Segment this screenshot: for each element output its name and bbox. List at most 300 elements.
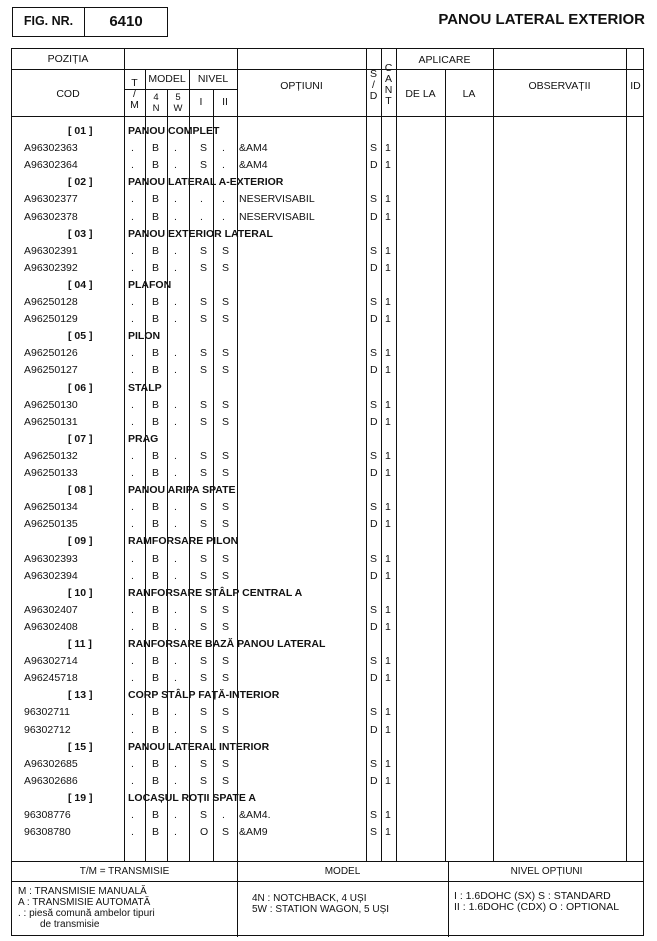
cell-nivel-ii: S [222,826,230,839]
aplicare-line [396,69,498,70]
section-index: [ 04 ] [68,278,93,291]
cell-nivel-ii: . [222,210,225,223]
cell-model-4n: B [152,569,160,582]
cell-cant: 1 [385,347,391,360]
section-header [12,789,643,806]
table-row [12,208,643,225]
section-header [12,635,643,652]
cell-nivel-i: S [200,655,208,668]
cell-nivel-i: S [200,518,208,531]
cell-model-4n: B [152,501,160,514]
cell-tm: . [131,501,134,514]
part-code: A96302714 [24,655,78,668]
part-code: A96250134 [24,501,78,514]
part-code: A96302377 [24,193,78,206]
cell-nivel-ii: S [222,655,230,668]
cell-model-4n: B [152,296,160,308]
table-row [12,721,643,738]
cell-nivel-i: S [200,723,208,736]
part-code: A96250129 [24,313,78,326]
part-code: A96250126 [24,347,78,360]
cell-tm: . [131,809,134,821]
cell-optiuni: &AM4. [239,809,271,821]
cell-tm: . [131,620,134,633]
col-observatii: OBSERVAȚII [528,80,591,92]
section-title: RANFORSARE STÂLP CENTRAL A [128,586,303,599]
part-code: A96302378 [24,210,78,223]
section-index: [ 09 ] [68,535,93,548]
cell-sd: S [370,347,378,360]
cell-tm: . [131,398,134,411]
cell-nivel-i: S [200,809,208,821]
section-title: RANFORSARE BAZĂ PANOU LATERAL [128,638,326,650]
part-code: A96250128 [24,296,78,308]
cell-model-4n: B [152,142,160,155]
cell-nivel-i: S [200,296,208,308]
cell-model-4n: B [152,774,160,787]
col-nivel-i: I [199,96,203,108]
section-index: [ 15 ] [68,740,93,753]
cell-model-4n: B [152,552,160,565]
cell-tm: . [131,159,134,172]
cell-model-5w: . [174,159,177,172]
section-title: PANOU LATERAL A-EXTERIOR [128,176,284,189]
section-header [12,327,643,344]
cell-nivel-ii: S [222,723,230,736]
cell-nivel-ii: S [222,449,230,462]
cell-nivel-ii: S [222,757,230,770]
section-title: PLAFON [128,278,172,291]
cell-cant: 1 [385,364,391,377]
cell-model-4n: B [152,449,160,462]
cell-nivel-i: S [200,603,208,616]
cell-sd: S [370,655,378,668]
legend-nivel-title: NIVEL OPȚIUNI [510,866,583,877]
cell-model-5w: . [174,364,177,377]
cell-cant: 1 [385,518,391,531]
cell-nivel-i: S [200,244,208,257]
cell-sd: S [370,449,378,462]
cell-cant: 1 [385,467,391,479]
cell-optiuni: NESERVISABIL [239,193,315,206]
cell-sd: D [370,620,378,633]
cell-model-5w: . [174,603,177,616]
cell-cant: 1 [385,398,391,411]
cell-nivel-ii: S [222,415,230,428]
cell-sd: S [370,603,378,616]
cell-cant: 1 [385,210,391,223]
cell-model-5w: . [174,398,177,411]
cell-sd: S [370,757,378,770]
cell-model-4n: B [152,706,160,719]
section-title: PRAG [128,432,159,445]
cell-model-5w: . [174,655,177,668]
cell-cant: 1 [385,296,391,308]
col-nivel: NIVEL [197,73,229,85]
cell-model-5w: . [174,501,177,514]
cell-model-5w: . [174,449,177,462]
cell-model-5w: . [174,706,177,719]
cell-sd: S [370,826,378,839]
part-code: 96308780 [24,826,71,839]
cell-tm: . [131,261,134,274]
table-row [12,259,643,276]
cell-model-4n: B [152,518,160,531]
cell-tm: . [131,757,134,770]
cell-nivel-ii: S [222,672,230,685]
cell-nivel-i: O [200,826,209,839]
col-aplicare: APLICARE [418,54,471,66]
cell-nivel-i: S [200,261,208,274]
table-row [12,139,643,156]
cell-nivel-ii: S [222,296,230,308]
cell-sd: D [370,261,378,274]
table-row [12,703,643,720]
table-row [12,498,643,515]
table-row [12,550,643,567]
cell-sd: S [370,501,378,514]
cell-cant: 1 [385,655,391,668]
cell-cant: 1 [385,723,391,736]
cell-model-4n: B [152,809,160,821]
section-index: [ 05 ] [68,330,93,343]
cell-nivel-i: S [200,467,208,479]
cell-model-4n: B [152,313,160,326]
cell-sd: D [370,569,378,582]
cell-nivel-i: S [200,501,208,514]
section-title: CORP STÂLP FAȚĂ-INTERIOR [128,689,280,702]
cell-model-4n: B [152,159,160,172]
cell-sd: D [370,159,378,172]
table-row [12,618,643,635]
section-title: PANOU ARIPA SPATE [128,484,236,497]
section-title: RAMFORSARE PILON [128,535,239,548]
table-row [12,344,643,361]
cell-model-4n: B [152,244,160,257]
col-la: LA [462,88,476,100]
section-index: [ 13 ] [68,689,93,702]
part-code: A96302686 [24,774,78,787]
cell-model-5w: . [174,518,177,531]
cell-cant: 1 [385,244,391,257]
cell-sd: D [370,774,378,787]
section-header [12,225,643,242]
cell-tm: . [131,449,134,462]
section-header [12,379,643,396]
figure-label: FIG. NR. [13,8,85,36]
footer-top-line [12,861,643,862]
table-row [12,242,643,259]
cell-cant: 1 [385,809,391,821]
cell-nivel-i: S [200,672,208,685]
cell-tm: . [131,142,134,155]
cell-optiuni: &AM9 [239,826,268,839]
cell-model-5w: . [174,313,177,326]
cell-nivel-i: . [200,193,203,206]
table-row [12,601,643,618]
cell-tm: . [131,552,134,565]
cell-nivel-ii: S [222,244,230,257]
cell-nivel-ii: S [222,261,230,274]
cell-nivel-ii: S [222,347,230,360]
col-model: MODEL [148,73,186,85]
cell-nivel-ii: . [222,809,225,821]
cell-cant: 1 [385,826,391,839]
table-row [12,293,643,310]
cell-nivel-i: S [200,706,208,719]
cell-model-5w: . [174,809,177,821]
table-row [12,464,643,481]
col-sd: S / D [369,68,378,102]
table-row [12,156,643,173]
cell-sd: S [370,809,378,821]
cell-nivel-i: S [200,313,208,326]
cell-nivel-i: S [200,449,208,462]
cell-nivel-i: S [200,620,208,633]
part-code: A96250132 [24,449,78,462]
section-index: [ 10 ] [68,586,93,599]
cell-nivel-i: S [200,398,208,411]
col-id: ID [630,80,641,92]
cell-sd: S [370,706,378,719]
part-code: 96302712 [24,723,71,736]
cell-model-5w: . [174,757,177,770]
section-index: [ 07 ] [68,432,93,445]
cell-sd: D [370,672,378,685]
cell-cant: 1 [385,415,391,428]
cell-nivel-ii: . [222,142,225,155]
parts-table [11,48,644,936]
header-line-1 [12,69,643,70]
legend-tm-title: T/M = TRANSMISIE [79,866,170,877]
section-title: STALP [128,381,162,394]
cell-model-4n: B [152,261,160,274]
col-tm: T / M [130,77,139,111]
section-index: [ 06 ] [68,381,93,394]
section-index: [ 02 ] [68,176,93,189]
cell-nivel-ii: S [222,569,230,582]
cell-nivel-i: S [200,757,208,770]
cell-nivel-ii: S [222,398,230,411]
cell-optiuni: &AM4 [239,159,268,172]
col-nivel-ii: II [222,96,228,108]
cell-nivel-ii: S [222,501,230,514]
table-row [12,755,643,772]
cell-tm: . [131,313,134,326]
cell-cant: 1 [385,313,391,326]
cell-cant: 1 [385,706,391,719]
cell-sd: D [370,467,378,479]
cell-tm: . [131,415,134,428]
section-header [12,584,643,601]
legend-model-lines: 4N : NOTCHBACK, 4 UȘI 5W : STATION WAGON, 5 UȘI [252,893,390,915]
table-row [12,310,643,327]
cell-model-5w: . [174,142,177,155]
cell-nivel-i: S [200,159,208,172]
cell-nivel-ii: S [222,603,230,616]
cell-model-4n: B [152,672,160,685]
cell-nivel-i: S [200,774,208,787]
cell-cant: 1 [385,757,391,770]
cell-model-5w: . [174,467,177,479]
cell-nivel-ii: S [222,774,230,787]
cell-model-4n: B [152,603,160,616]
section-header [12,532,643,549]
cell-sd: S [370,244,378,257]
cell-model-5w: . [174,347,177,360]
cell-model-5w: . [174,672,177,685]
part-code: A96250130 [24,398,78,411]
cell-nivel-ii: . [222,159,225,172]
table-row [12,669,643,686]
cell-cant: 1 [385,449,391,462]
table-row [12,396,643,413]
cell-nivel-ii: S [222,467,230,479]
table-row [12,190,643,207]
cell-cant: 1 [385,603,391,616]
cell-tm: . [131,774,134,787]
col-cant: C A N T [384,62,393,107]
section-header [12,738,643,755]
cell-cant: 1 [385,159,391,172]
cell-model-4n: B [152,364,160,377]
section-title: LOCAȘUL ROȚII SPATE A [128,791,256,804]
cell-optiuni: NESERVISABIL [239,210,315,223]
cell-cant: 1 [385,501,391,514]
cell-nivel-i: S [200,347,208,360]
cell-nivel-ii: S [222,364,230,377]
cell-model-4n: B [152,415,160,428]
cell-nivel-i: S [200,142,208,155]
section-title: PANOU EXTERIOR LATERAL [128,227,273,240]
section-header [12,276,643,293]
part-code: A96302363 [24,142,78,155]
cell-cant: 1 [385,193,391,206]
cell-model-4n: B [152,620,160,633]
cell-sd: S [370,142,378,155]
cell-model-4n: B [152,757,160,770]
cell-model-5w: . [174,620,177,633]
cell-model-5w: . [174,826,177,839]
cell-model-4n: B [152,826,160,839]
section-title: PANOU LATERAL INTERIOR [128,740,270,753]
cell-tm: . [131,364,134,377]
part-code: A96245718 [24,672,78,685]
cell-model-5w: . [174,569,177,582]
cell-tm: . [131,244,134,257]
cell-tm: . [131,603,134,616]
table-row [12,361,643,378]
section-index: [ 19 ] [68,791,93,804]
cell-model-4n: B [152,210,160,223]
cell-tm: . [131,569,134,582]
cell-nivel-i: S [200,415,208,428]
col-optiuni: OPȚIUNI [280,80,323,92]
cell-sd: D [370,210,378,223]
cell-nivel-ii: S [222,313,230,326]
part-code: 96308776 [24,809,71,821]
section-header [12,686,643,703]
part-code: A96302408 [24,620,78,633]
cell-nivel-i: S [200,552,208,565]
cell-sd: S [370,552,378,565]
legend-nivel-lines: I : 1.6DOHC (SX) S : STANDARD II : 1.6DOHC (CDX) O : OPTIONAL [454,890,620,913]
col-model-4n: 4 N [152,92,160,114]
cell-tm: . [131,723,134,736]
cell-model-5w: . [174,244,177,257]
legend-tm-lines: M : TRANSMISIE MANUALĂ A : TRANSMISIE AUTOMATĂ . : piesă comună ambelor tipuri de transmisie [18,886,155,930]
legend-model-title: MODEL [324,866,361,877]
cell-sd: D [370,518,378,531]
cell-nivel-i: . [200,210,203,223]
cell-model-4n: B [152,398,160,411]
part-code: A96302364 [24,159,78,172]
section-index: [ 01 ] [68,125,93,137]
cell-sd: D [370,364,378,377]
cell-tm: . [131,706,134,719]
cell-nivel-ii: S [222,706,230,719]
cell-cant: 1 [385,552,391,565]
cell-cant: 1 [385,620,391,633]
cell-tm: . [131,347,134,360]
cell-model-5w: . [174,415,177,428]
cell-sd: S [370,193,378,206]
part-code: A96250131 [24,415,78,428]
part-code: A96250127 [24,364,78,377]
section-header [12,430,643,447]
part-code: A96250133 [24,467,78,479]
col-de-la: DE LA [405,88,436,100]
part-code: A96302392 [24,261,78,274]
cell-nivel-ii: S [222,518,230,531]
cell-tm: . [131,210,134,223]
cell-cant: 1 [385,672,391,685]
section-index: [ 11 ] [68,638,92,650]
cell-nivel-ii: S [222,620,230,633]
cell-model-5w: . [174,193,177,206]
cell-model-4n: B [152,347,160,360]
section-index: [ 08 ] [68,484,93,497]
part-code: 96302711 [24,706,70,719]
cell-nivel-i: S [200,364,208,377]
footer-title-line [12,881,643,882]
cell-model-4n: B [152,193,160,206]
cell-tm: . [131,655,134,668]
cell-cant: 1 [385,261,391,274]
cell-optiuni: &AM4 [239,142,268,155]
part-code: A96250135 [24,518,78,531]
table-row [12,515,643,532]
cell-tm: . [131,193,134,206]
section-header [12,122,643,139]
cell-nivel-i: S [200,569,208,582]
table-row [12,772,643,789]
cell-model-5w: . [174,774,177,787]
cell-sd: S [370,398,378,411]
part-code: A96302407 [24,603,78,616]
cell-cant: 1 [385,569,391,582]
table-row [12,447,643,464]
cell-model-5w: . [174,552,177,565]
cell-tm: . [131,672,134,685]
col-model-5w: 5 W [173,92,183,114]
cell-sd: D [370,415,378,428]
col-cod: COD [56,88,80,100]
cell-sd: S [370,296,378,308]
cell-tm: . [131,826,134,839]
header-bottom-line [12,116,643,117]
table-row [12,806,643,823]
